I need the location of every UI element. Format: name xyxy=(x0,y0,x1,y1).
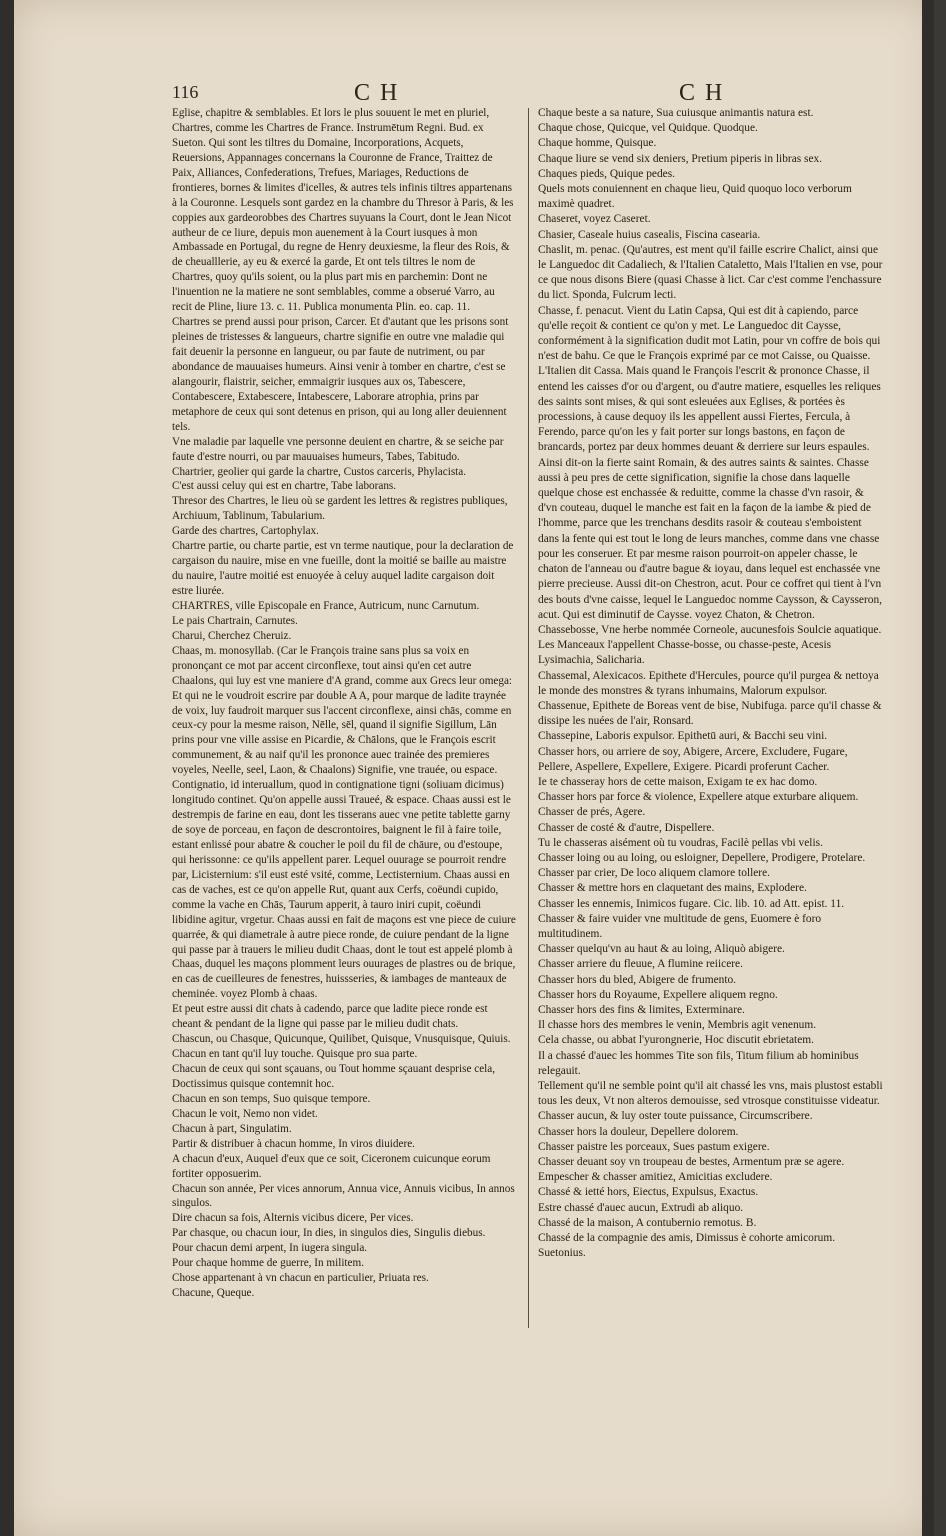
dictionary-entry: Chaque homme, Quisque. xyxy=(538,137,657,150)
dictionary-entry: Chasser hors la douleur, Depellere dolorem. xyxy=(538,1125,739,1138)
dictionary-entry: Chaseret, voyez Caseret. xyxy=(538,213,651,226)
left-column xyxy=(172,106,517,1301)
dictionary-entry: Chasser & faire vuider vne multitude de gens, Euomere è foro multitudinem. xyxy=(538,912,822,940)
dictionary-entry: Chasser de costé & d'autre, Dispellere. xyxy=(538,821,715,834)
dictionary-entry: Pour chaque homme de guerre, In militem. xyxy=(172,1257,364,1270)
dictionary-entry: Chartre partie, ou charte partie, est vn terme nautique, pour la declaration de cargaison du nauire, mise en vne fueille, dont la moitié se baille au maistre du nauire, l'autre moitié est enuoyée à celuy auquel ladite cargaison doit estre liurée. xyxy=(172,540,514,597)
dictionary-entry: Ie te chasseray hors de cette maison, Exigam te ex hac domo. xyxy=(538,775,818,788)
dictionary-entry: Par chasque, ou chacun iour, In dies, in singulos dies, Singulis diebus. xyxy=(172,1227,486,1240)
dictionary-entry: Chacune, Queque. xyxy=(172,1287,255,1300)
dictionary-entry: Chascun, ou Chasque, Quicunque, Quilibet, Quisque, Vnusquisque, Quiuis. xyxy=(172,1033,511,1046)
dictionary-entry: Chasser hors du bled, Abigere de frumento. xyxy=(538,973,737,986)
dictionary-entry: Chartrier, geolier qui garde la chartre, Custos carceris, Phylacista. xyxy=(172,465,467,478)
dictionary-entry: Tellement qu'il ne semble point qu'il ait chassé les vns, mais plustost establi tous les deux, Vt non alteros demouisse, sed vtrosque constituisse videatur. xyxy=(538,1080,883,1108)
dictionary-entry: Chaas, m. monosyllab. (Car le François traine sans plus sa voix en prononçant ce mot par accent circonflexe, tout ainsi qu'en cet autre Chaalons, qui luy est vne maniere d'A grand, comme aux Grecs leur omega: Et qui ne le voudroit escrire par double A A, pour marque de ladite traynée de voix, luy faudroit marquer sus l'accent circonflexe, ainsi chās, comme en ceux-cy pour la mesme raison, Nēlle, sēl, quand il signifie Sigillum, Lān prins pour vne ville assise en Picardie, & Chālons, que le François escrit communement, & au naif qu'il les prononce auec trainée des premieres voyeles, Neelle, seel, Laon, & Chaalons) Signifie, vne trauée, ou espace. Contignatio, id interuallum, quod in contignatione tigni (soliuam dicimus) longitudo continet. Qu'on appelle aussi Traueé, & espace. Chaas aussi est le destrempis de farine en eau, dont les tisserans auec vne petite tablette garny de soye de porceau, en façon de descrontoires, baignent le fil à faire toile, estant enlissé pour abatre & coucher le poil du fil de chāure, ou d'estoupe, qui herissonne: ce qu'ils appellent parer. Lequel ouurage se pourroit rendre par, Licisternium: s'il eust esté vsité, comme, Lectisternium. Chaas aussi en cas de vaches, est ce qu'on appelle Rut, quant aux Cerfs, coëundi cupido, comme la vache en Chās, Taurum apperit, à tauro iniri cupit, coëundi libidine agitur, vrgetur. Chaas aussi en fait de maçons est vne piece de cuiure quarrée, & qui diametrale à autre piece ronde, de cuiure pendant de la ligne qui passe par à trauers le milieu dudit Chaas, dont le tout est appelé plomb à Chaas, duquel les maçons plomment leurs ouurages de plastres ou de brique, en cas de cueilleures de fenestres, huissseries, & iambages de manteaux de cheminée. voyez Plomb à chaas. xyxy=(172,644,516,1001)
dictionary-entry: Garde des chartres, Cartophylax. xyxy=(172,525,319,538)
dictionary-entry: Chasser & mettre hors en claquetant des mains, Explodere. xyxy=(538,882,807,895)
dictionary-entry: Chasse, f. penacut. Vient du Latin Capsa, Qui est dit à capiendo, parce qu'elle reçoit & contient ce qu'on y met. Le Languedoc dit Caysse, conformément à la signification dudit mot Latin, pour vn coffre de bois qui n'est de bahu. Ce que le François exprimé par ce mot Caisse, ou Quaisse. L'Italien dit Cassa. Mais quand le François l'escrit & prononce Chasse, il entend les caisses d'or ou d'argent, ou d'autre matiere, esquelles les reliques des saints sont mises, & qui sont esleuées aux Eglises, & portées ès processions, à cause dequoy ils les appellent aussi Fiertes, Fercula, à Ferendo, parce qu'on les y fait porter sur longs bastons, en façon de brancards, portez par deux hommes deuant & derriere sur leurs espaules. Ainsi dit-on la fierte saint Romain, & des autres saints & saintes. Chasse aussi à peu pres de cette signification, signifie la chose dans laquelle quelque chose est enchassée & reduitte, comme la chasse d'vn rasoir, & d'vn couteau, duquel le manche est fait en la façon de la iambe & pied de l'homme, parce que les trenchans desdits rasoir & couteau s'emboistent dans la fente qui est tout le long de leurs manches, comme dans vne chasse pour les conseruer. Et par mesme raison pourroit-on appeler chasse, le chaton de l'anneau ou d'autre bague & ioyau, dans lequel est enchassée vne pierre precieuse. Aussi dit-on Chestron, acut. Pour ce coffret qui tient à l'vn des bouts d'vne caisse, lequel le Languedoc nomme Caysson, & Caysseron, acut. Qui est diminutif de Caysse. voyez Chaton, & Chetron. xyxy=(538,304,883,621)
right-running-head: CH xyxy=(679,80,733,106)
dictionary-entry: Thresor des Chartres, le lieu où se gardent les lettres & registres publiques, Archiuum, Tablinum, Tabularium. xyxy=(172,495,508,523)
dictionary-entry: A chacun d'eux, Auquel d'eux que ce soit, Ciceronem cuicunque eorum fortiter opposuerim. xyxy=(172,1152,491,1180)
dictionary-entry: Chaque beste a sa nature, Sua cuiusque animantis natura est. xyxy=(538,107,814,119)
page-number: 116 xyxy=(172,82,199,102)
dictionary-entry: Chasser quelqu'vn au haut & au loing, Aliquò abigere. xyxy=(538,943,785,956)
dictionary-entry: Chacun en son temps, Suo quisque tempore. xyxy=(172,1092,371,1105)
dictionary-entry: Chaque liure se vend six deniers, Pretium piperis in libras sex. xyxy=(538,152,823,165)
dictionary-entry: Chacun à part, Singulatim. xyxy=(172,1122,292,1135)
dictionary-entry: Chose appartenant à vn chacun en particulier, Priuata res. xyxy=(172,1272,429,1285)
dictionary-entry: Chasser hors, ou arriere de soy, Abigere, Arcere, Excludere, Fugare, Pellere, Aspellere, Expellere, Exigere. Picardi proferunt Cacher. xyxy=(538,745,848,773)
dictionary-entry: Chassé de la compagnie des amis, Dimissus è cohorte amicorum. Suetonius. xyxy=(538,1232,836,1260)
left-margin xyxy=(0,0,14,1536)
dictionary-entry: CHARTRES, ville Episcopale en France, Autricum, nunc Carnutum. xyxy=(172,599,480,612)
dictionary-entry: Quels mots conuiennent en chaque lieu, Quid quoquo loco verborum maximè quadret. xyxy=(538,183,852,211)
dictionary-entry: Chasser loing ou au loing, ou esloigner, Depellere, Prodigere, Protelare. xyxy=(538,851,866,864)
dictionary-entry: Chasser hors des fins & limites, Exterminare. xyxy=(538,1003,745,1016)
dictionary-entry: Chassé de la maison, A contubernio remotus. B. xyxy=(538,1216,757,1229)
dictionary-entry: Chacun en tant qu'il luy touche. Quisque pro sua parte. xyxy=(172,1048,418,1061)
dictionary-entry: Estre chassé d'auec aucun, Extrudi ab aliquo. xyxy=(538,1201,744,1214)
dictionary-entry: Chacun de ceux qui sont sçauans, ou Tout homme sçauant desprise cela, Doctissimus quisque contemnit hoc. xyxy=(172,1063,496,1090)
dictionary-entry: Vne maladie par laquelle vne personne deuient en chartre, & se seiche par faute d'estre nourri, ou par mauuaises humeurs, Tabes, Tabitudo. xyxy=(172,435,504,463)
dictionary-entry: Chaque chose, Quicque, vel Quidque. Quodque. xyxy=(538,122,758,135)
right-margin xyxy=(922,0,934,1536)
dictionary-entry: Tu le chasseras aisément où tu voudras, Facilè pellas vbi velis. xyxy=(538,836,823,849)
dictionary-entry: Chassé & ietté hors, Eiectus, Expulsus, Exactus. xyxy=(538,1186,759,1199)
dictionary-entry: Chassebosse, Vne herbe nommée Corneole, aucunesfois Soulcie aquatique. Les Manceaux l'appellent Chasse-bosse, ou chasse-peste, Acesis Lysimachia, Salicharia. xyxy=(538,623,882,667)
dictionary-entry: Chasser hors du Royaume, Expellere aliquem regno. xyxy=(538,988,778,1001)
column-divider xyxy=(528,108,529,1328)
dictionary-entry: Chasser arriere du fleuue, A flumine reiicere. xyxy=(538,958,743,971)
dictionary-entry: Et peut estre aussi dit chats à cadendo, parce que ladite piece ronde est cheant & pendant de la ligne qui passe par le milieu dudit chats. xyxy=(172,1003,488,1031)
dictionary-entry: Chaques pieds, Quique pedes. xyxy=(538,167,675,180)
dictionary-entry: Il a chassé d'auec les hommes Tite son fils, Titum filium ab hominibus relegauit. xyxy=(538,1049,859,1077)
dictionary-entry: Eglise, chapitre & semblables. Et lors le plus souuent le met en pluriel, Chartres, comme les Chartres de France. Instrumētum Regni. Bud. ex Sueton. Qui sont les tiltres du Domaine, Incorporations, Acquets, Reuersions, Appannages concernans la Couronne de France, Traittez de Paix, Alliances, Confederations, Trefues, Mariages, Reductions de frontieres, bornes & limites d'icelles, & autres tels infinis tiltres appartenans à la Couronne. Lesquels sont gardez en la chambre du Thresor à Paris, & les coppies aux gardeorobbes des Chartres suyuans la Court, dont le Jean Nicot autheur de ce liure, depuis mon auenement à la Court iusques à mon Ambassade en Portugal, du regne de Henry deuxiesme, la fleur des Rois, & de cheualllerie, ay eu & exercé la garde, Et ont tels tiltres le nom de Chartres, quoy qu'ils soient, ou la plus part mis en parchemin: Dont ne l'inuention ne la matiere ne sont semblables, comme a obserué Varro, au recit de Pline, liure 13. c. 11. Publica monumenta Plin. eo. cap. 11. xyxy=(172,107,514,314)
dictionary-entry: Cela chasse, ou abbat l'yurongnerie, Hoc discutit ebrietatem. xyxy=(538,1034,814,1047)
dictionary-entry: Chasser de prés, Agere. xyxy=(538,806,646,819)
dictionary-entry: Chaslit, m. penac. (Qu'autres, est ment qu'il faille escrire Chalict, ainsi que le Languedoc dit Cadaliech, & l'Italien Cataletto, Mais l'Italien en vse, pour ce que nous disons Biere (quasi Chasse à lict. Car c'est comme l'enchassure du lict. Sponda, Fulcrum lecti. xyxy=(538,243,883,302)
dictionary-entry: Charui, Cherchez Cheruiz. xyxy=(172,629,292,642)
dictionary-entry: Chacun son année, Per vices annorum, Annua vice, Annuis vicibus, In annos singulos. xyxy=(172,1182,515,1210)
dictionary-entry: Chassemal, Alexicacos. Epithete d'Hercules, pource qu'il purgea & nettoya le monde des monstres & tyrans inhumains, Malorum expulsor. xyxy=(538,669,879,697)
dictionary-entry: Chasser deuant soy vn troupeau de bestes, Armentum præ se agere. xyxy=(538,1156,845,1169)
right-column xyxy=(538,106,883,1261)
dictionary-entry: Il chasse hors des membres le venin, Membris agit venenum. xyxy=(538,1019,817,1032)
dictionary-entry: Chasser les ennemis, Inimicos fugare. Cic. lib. 10. ad Att. epist. 11. xyxy=(538,897,845,910)
dictionary-entry: Chassenue, Epithete de Boreas vent de bise, Nubifuga. parce qu'il chasse & dissipe les nuées de l'air, Ronsard. xyxy=(538,699,882,728)
dictionary-entry: Dire chacun sa fois, Alternis vicibus dicere, Per vices. xyxy=(172,1212,414,1225)
dictionary-entry: Chasser hors par force & violence, Expellere atque exturbare aliquem. xyxy=(538,791,859,804)
dictionary-entry: Partir & distribuer à chacun homme, In viros diuidere. xyxy=(172,1137,415,1150)
dictionary-entry: Le pais Chartrain, Carnutes. xyxy=(172,614,298,627)
dictionary-page xyxy=(14,0,934,1536)
dictionary-entry: Chassepine, Laboris expulsor. Epithetū auri, & Bacchi seu vini. xyxy=(538,730,828,743)
dictionary-entry: C'est aussi celuy qui est en chartre, Tabe laborans. xyxy=(172,480,397,493)
dictionary-entry: Chasser par crier, De loco aliquem clamore tollere. xyxy=(538,867,771,880)
dictionary-entry: Chasser paistre les porceaux, Sues pastum exigere. xyxy=(538,1140,770,1153)
dictionary-entry: Chacun le voit, Nemo non videt. xyxy=(172,1107,318,1120)
dictionary-entry: Pour chacun demi arpent, In iugera singula. xyxy=(172,1242,368,1255)
dictionary-entry: Chasser aucun, & luy oster toute puissance, Circumscribere. xyxy=(538,1110,813,1123)
page-header xyxy=(14,80,934,106)
dictionary-entry: Chasier, Caseale huius casealis, Fiscina casearia. xyxy=(538,228,761,241)
left-running-head: CH xyxy=(354,80,408,106)
dictionary-entry: Empescher & chasser amitiez, Amicitias excludere. xyxy=(538,1171,773,1184)
dictionary-entry: Chartres se prend aussi pour prison, Carcer. Et d'autant que les prisons sont pleines de tristesses & langueurs, chartre signifie en outre vne maladie qui fait deuenir la personne en langueur, ou par faute de nutriment, ou par abondance de mauuaises humeurs. Ainsi venir à tomber en chartre, c'est se alangourir, flaistrir, seicher, emmaigrir iusques aux os, Tabescere, Contabescere, Extabescere, Intabescere, Laborare atrophia, prins par metaphore de ceux qui sont detenus en prison, qui au long aller deuiennent tels. xyxy=(172,316,509,433)
